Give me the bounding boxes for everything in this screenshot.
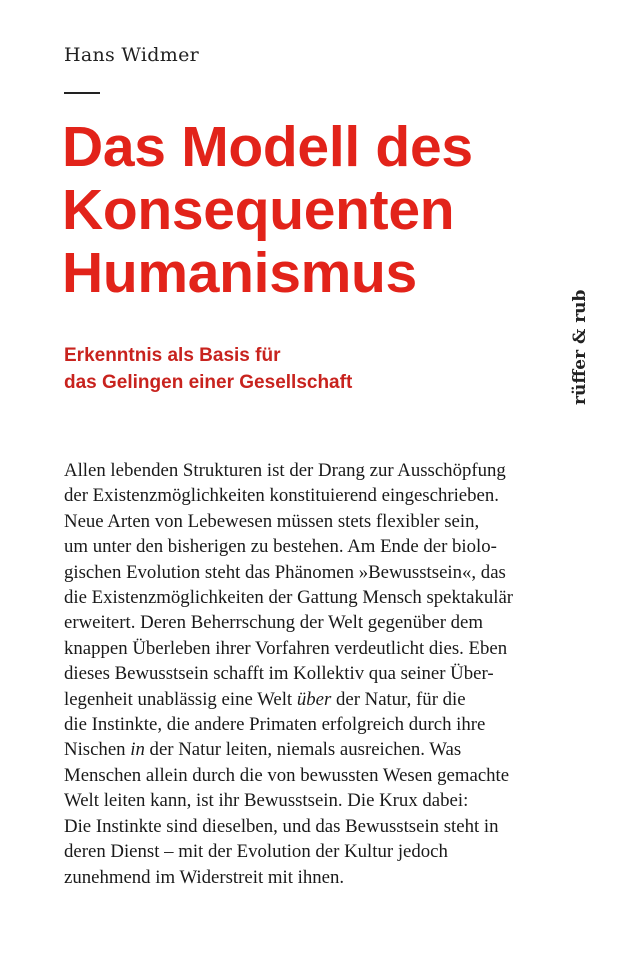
- subtitle-line-2: das Gelingen einer Gesellschaft: [64, 372, 353, 393]
- blurb-line: legenheit unablässig eine Welt über der Natur, für die: [64, 688, 466, 710]
- blurb-line: Welt leiten kann, ist ihr Bewusstsein. Die Krux dabei:: [64, 790, 469, 812]
- blurb-line: Neue Arten von Lebewesen müssen stets flexibler sein,: [64, 510, 480, 532]
- blurb-line: Allen lebenden Strukturen ist der Drang zur Ausschöpfung: [64, 460, 506, 481]
- title-line-3: Humanismus: [62, 241, 417, 305]
- blurb-line: um unter den bisherigen zu bestehen. Am Ende der biolo-: [64, 536, 497, 558]
- title-line-2: Konsequenten: [62, 178, 455, 242]
- book-subtitle: [64, 342, 484, 396]
- book-title: [62, 116, 582, 305]
- blurb-line: der Existenzmöglichkeiten konstituierend eingeschrieben.: [64, 485, 499, 507]
- blurb-line: die Instinkte, die andere Primaten erfolgreich durch ihre: [64, 714, 486, 736]
- blurb-line: dieses Bewusstsein schafft im Kollektiv qua seiner Über-: [64, 663, 494, 685]
- author-name: Hans Widmer: [64, 44, 200, 66]
- blurb-line: Die Instinkte sind dieselben, und das Bewusstsein steht in: [64, 815, 499, 837]
- subtitle-line-1: Erkenntnis als Basis für: [64, 345, 281, 366]
- blurb-emphasis: in: [130, 739, 145, 761]
- blurb-text: [64, 458, 574, 890]
- blurb-line: Nischen in der Natur leiten, niemals ausreichen. Was: [64, 739, 462, 761]
- blurb-line: gischen Evolution steht das Phänomen »Bewusstsein«, das: [64, 561, 506, 583]
- blurb-emphasis: über: [296, 688, 332, 710]
- blurb-line: die Existenzmöglichkeiten der Gattung Mensch spektakulär: [64, 587, 514, 609]
- blurb-line: Menschen allein durch die von bewussten Wesen gemachte: [64, 764, 510, 786]
- blurb-line: erweitert. Deren Beherrschung der Welt gegenüber dem: [64, 612, 483, 634]
- author-divider: [64, 92, 100, 94]
- title-line-1: Das Modell des: [62, 115, 473, 179]
- blurb-line: zunehmend im Widerstreit mit ihnen.: [64, 866, 345, 888]
- blurb-line: deren Dienst – mit der Evolution der Kultur jedoch: [64, 841, 448, 863]
- publisher-name: rüffer & rub: [570, 289, 590, 405]
- blurb-line: knappen Überleben ihrer Vorfahren verdeutlicht dies. Eben: [64, 637, 508, 659]
